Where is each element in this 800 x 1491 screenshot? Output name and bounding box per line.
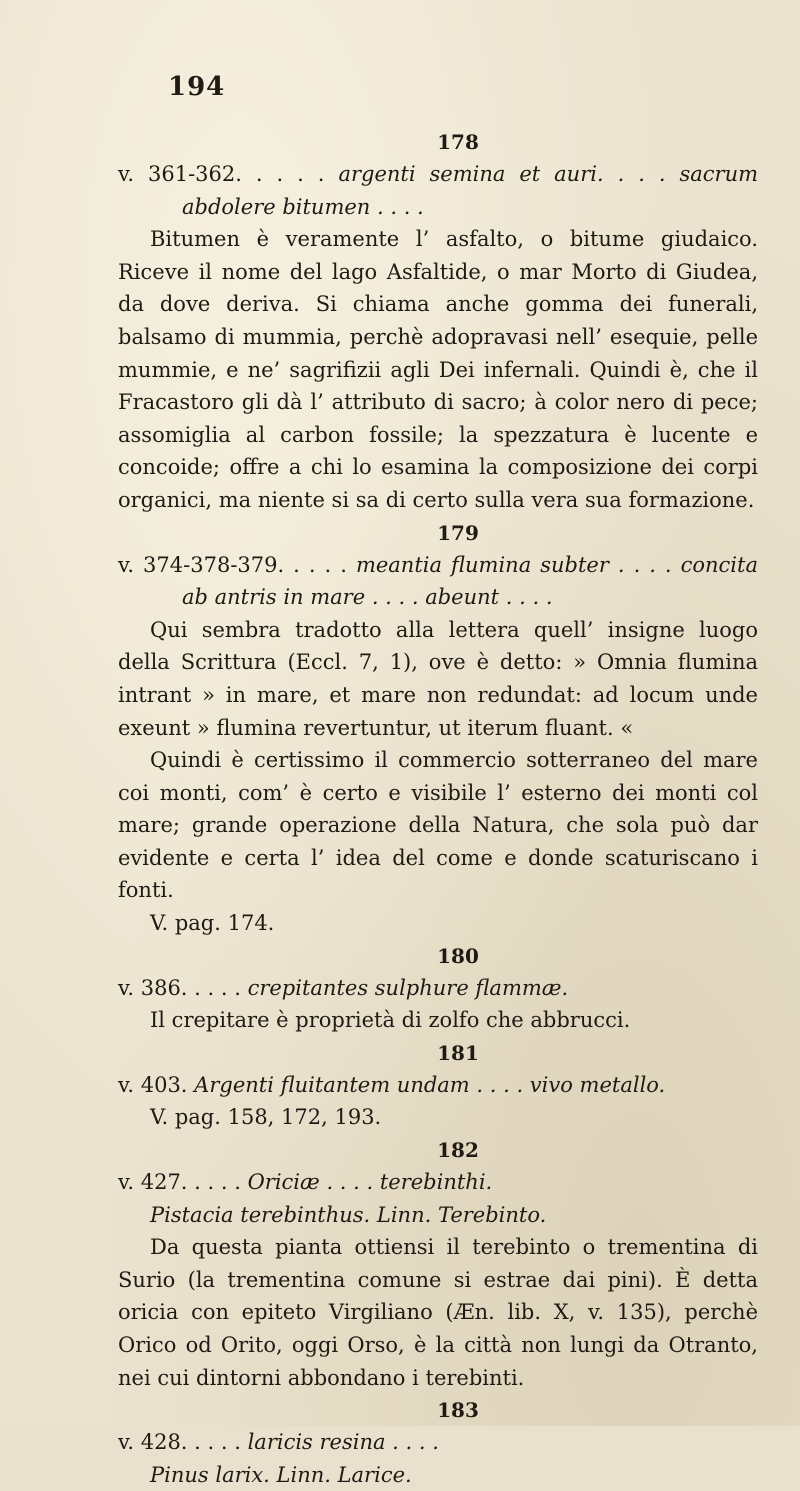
page-number: 194 [168, 72, 226, 102]
verse-ref: v. 428. . . . . [118, 1430, 241, 1455]
page-reference: V. pag. 158, 172, 193. [150, 1105, 382, 1130]
notes-container [118, 126, 758, 1491]
verse-ref: v. 361-362. . . . . [118, 162, 325, 186]
verse-ref: v. 427. . . . . [118, 1170, 241, 1195]
page-reference: V. pag. 174. [150, 911, 275, 936]
note-number: 179 [437, 520, 479, 545]
note-paragraph: Qui sembra tradotto alla lettera quell’ insigne luogo della Scrittura (Eccl. 7, 1), ove è detto: » Omnia flumina intrant » in mare, et mare non redundat: ad locum unde exeunt » flumina revertuntur, ut iterum fluant. « [118, 617, 758, 740]
note-entry [118, 1069, 758, 1102]
note-paragraph: Pistacia terebinthus. Linn. Terebinto. [150, 1202, 547, 1227]
note-number: 182 [437, 1138, 479, 1163]
note-entry [118, 158, 758, 223]
note-entry [118, 972, 758, 1005]
note-number: 181 [437, 1040, 479, 1065]
verse-ref: v. 386. . . . . [118, 975, 241, 1000]
lemma: meantia flumina subter . . . . concita ab antris in mare . . . . abeunt . . . . [182, 552, 758, 610]
verse-ref: v. 403. [118, 1072, 188, 1097]
note-entry [118, 1426, 758, 1459]
note-number: 178 [437, 130, 479, 154]
note-paragraph: Il crepitare è proprietà di zolfo che abbrucci. [150, 1008, 631, 1033]
note-paragraph: Quindi è certissimo il commercio sotterraneo del mare coi monti, com’ è certo e visibile l’ esterno dei monti col mare; grande operazione della Natura, che sola può dar evidente e certa l’ idea del come e donde scaturiscano i fonti. [118, 748, 758, 903]
note-number: 183 [437, 1398, 479, 1423]
verse-ref: v. 374-378-379. . . . . [118, 552, 347, 577]
note-paragraph: Da questa pianta ottiensi il terebinto o trementina di Surio (la trementina comune si estrae dai pini). È detta oricia con epiteto Virgiliano (Æn. lib. X, v. 135), perchè Orico od Orito, oggi Orso, è la città non lungi da Otranto, nei cui dintorni abbondano i terebinti. [118, 1235, 758, 1390]
lemma: Argenti fluitantem undam . . . . vivo metallo. [194, 1072, 666, 1097]
lemma: argenti semina et auri. . . . sacrum abdolere bitumen . . . . [182, 162, 759, 219]
lemma: Oriciæ . . . . terebinthi. [247, 1170, 493, 1195]
note-paragraph: Pinus larix. Linn. Larice. [150, 1462, 412, 1487]
lemma: crepitantes sulphure flammæ. [247, 975, 569, 1000]
note-paragraph: Bitumen è veramente l’ asfalto, o bitume giudaico. Riceve il nome del lago Asfaltide, o mar Morto di Giudea, da dove deriva. Si chiama anche gomma dei funerali, balsamo di mummia, perchè adopravasi nell’ esequie, pelle mummie, e ne’ sagrifizii agli Dei infernali. Quindi è, che il Fracastoro gli dà l’ attributo di sacro; à color nero di pece; assomiglia al carbon fossile; la spezzatura è lucente e concoide; offre a chi lo esamina la composizione dei corpi organici, ma niente si sa di certo sulla vera sua formazione. [118, 227, 758, 512]
note-entry [118, 1166, 758, 1199]
note-entry [118, 549, 758, 614]
lemma: laricis resina . . . . [247, 1430, 439, 1455]
note-number: 180 [437, 943, 479, 968]
